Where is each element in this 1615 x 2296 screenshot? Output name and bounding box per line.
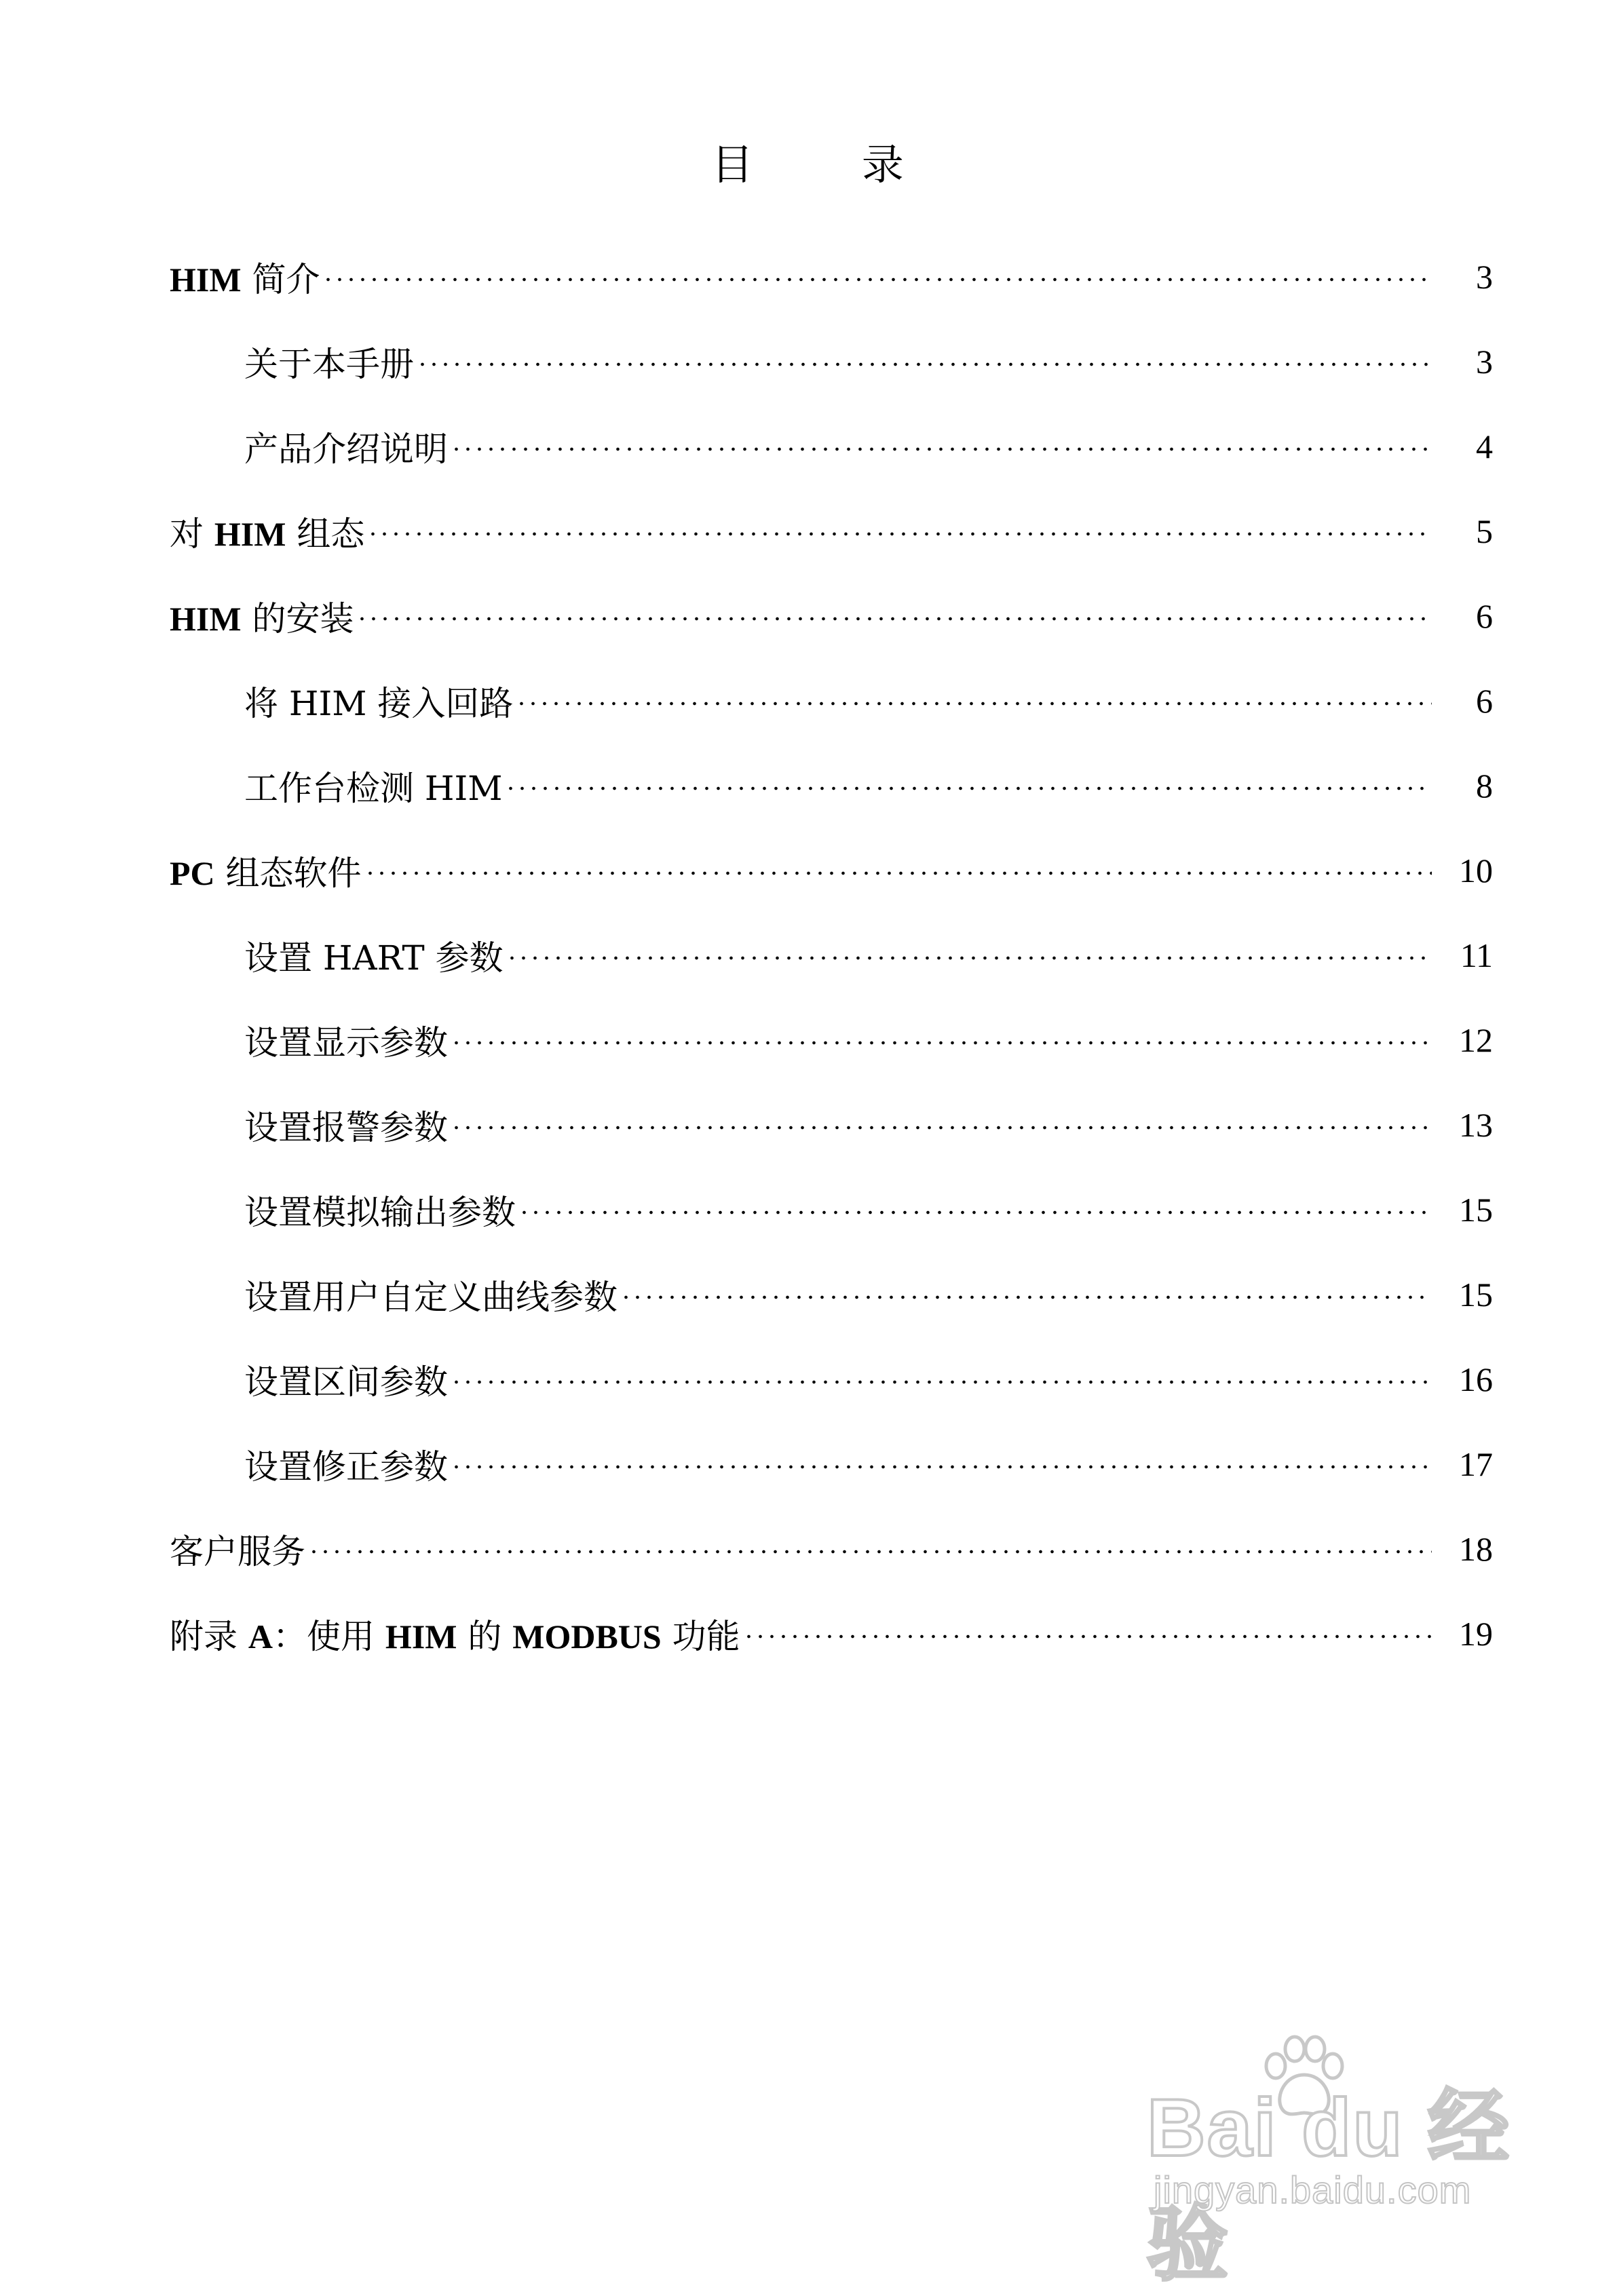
toc-page-number: 10 xyxy=(1459,851,1493,889)
toc-title-part: PC xyxy=(170,854,215,892)
toc-title-part: 设置修正参数 xyxy=(244,1447,448,1487)
toc-title-part: 关于本手册 xyxy=(244,344,414,384)
toc-title-part: 对 xyxy=(170,514,214,554)
toc-title-part: 的 xyxy=(457,1616,513,1656)
toc-title-part: HIM xyxy=(214,514,286,553)
toc-entry-title xyxy=(170,1525,305,1573)
toc-entry-title xyxy=(244,1355,448,1404)
toc-entry[interactable] xyxy=(170,828,1493,913)
toc-dot-leader xyxy=(743,1634,1432,1639)
toc-entry-title xyxy=(244,337,414,386)
toc-dot-leader xyxy=(308,1550,1432,1554)
toc-entry-title xyxy=(170,1609,740,1658)
toc-page-number: 19 xyxy=(1459,1614,1493,1653)
toc-entry[interactable] xyxy=(170,1252,1493,1337)
toc-title-part: 附录 xyxy=(170,1616,248,1656)
toc-entry[interactable] xyxy=(170,404,1493,489)
toc-page-number: 6 xyxy=(1476,681,1493,720)
toc-dot-leader xyxy=(367,532,1432,536)
toc-dot-leader xyxy=(620,1295,1432,1299)
page-title: 目 录 xyxy=(711,140,951,189)
toc-page-number: 3 xyxy=(1476,257,1493,296)
toc-entry[interactable] xyxy=(170,1421,1493,1506)
toc-title-part: 将 HIM 接入回路 xyxy=(244,683,514,723)
table-of-contents xyxy=(170,234,1493,1676)
toc-title-part: HIM xyxy=(385,1617,457,1656)
toc-entry-title xyxy=(170,592,354,640)
toc-entry-title xyxy=(244,761,502,810)
watermark-brand: Bai du 经验 xyxy=(1147,2082,1511,2290)
toc-dot-leader xyxy=(506,956,1432,960)
toc-dot-leader xyxy=(518,1210,1432,1214)
toc-page-number: 18 xyxy=(1459,1529,1493,1568)
toc-title-part: A xyxy=(248,1617,273,1656)
toc-title-part: 产品介绍说明 xyxy=(244,429,448,469)
toc-title-part: MODBUS xyxy=(512,1617,662,1656)
toc-dot-leader xyxy=(451,1465,1432,1469)
toc-dot-leader xyxy=(356,617,1432,621)
toc-entry[interactable] xyxy=(170,1167,1493,1252)
toc-page-number: 17 xyxy=(1459,1444,1493,1483)
toc-dot-leader xyxy=(451,1380,1432,1384)
toc-title-part: ：使用 xyxy=(273,1616,385,1656)
toc-page-number: 13 xyxy=(1459,1105,1493,1144)
toc-page-number: 15 xyxy=(1459,1275,1493,1314)
toc-entry-title xyxy=(170,507,364,556)
toc-title-part: 工作台检测 HIM xyxy=(244,768,503,808)
toc-title-part: 功能 xyxy=(661,1616,740,1656)
toc-title-part: 客户服务 xyxy=(170,1531,305,1571)
toc-title-part: 组态 xyxy=(286,514,365,554)
toc-entry-title xyxy=(244,1270,618,1319)
toc-entry[interactable] xyxy=(170,319,1493,404)
toc-page-number: 15 xyxy=(1459,1190,1493,1229)
toc-entry[interactable] xyxy=(170,573,1493,658)
toc-entry[interactable] xyxy=(170,1591,1493,1676)
toc-page-number: 11 xyxy=(1460,936,1493,974)
toc-entry[interactable] xyxy=(170,658,1493,743)
toc-page-number: 12 xyxy=(1459,1020,1493,1059)
toc-entry[interactable] xyxy=(170,743,1493,828)
toc-page-number: 8 xyxy=(1476,766,1493,805)
toc-entry[interactable] xyxy=(170,1082,1493,1167)
toc-title-part: 设置用户自定义曲线参数 xyxy=(244,1277,618,1317)
toc-dot-leader xyxy=(451,447,1432,451)
toc-dot-leader xyxy=(364,871,1432,875)
toc-title-part: 设置显示参数 xyxy=(244,1022,448,1063)
toc-title-part: 设置 HART 参数 xyxy=(244,938,504,978)
toc-dot-leader xyxy=(322,278,1432,282)
toc-entry-title xyxy=(244,931,504,980)
toc-title-part: 组态软件 xyxy=(214,853,362,893)
toc-title-part: 的安装 xyxy=(241,598,354,638)
toc-entry-title xyxy=(244,1016,448,1065)
toc-entry[interactable] xyxy=(170,1506,1493,1591)
toc-entry[interactable] xyxy=(170,1337,1493,1421)
toc-dot-leader xyxy=(505,786,1432,790)
toc-entry[interactable] xyxy=(170,997,1493,1082)
toc-dot-leader xyxy=(516,702,1432,706)
toc-title-part: 简介 xyxy=(241,259,320,299)
toc-entry-title xyxy=(244,422,448,471)
toc-entry[interactable] xyxy=(170,489,1493,573)
toc-page-number: 16 xyxy=(1459,1360,1493,1398)
toc-entry-title xyxy=(244,1101,448,1149)
toc-entry-title xyxy=(244,676,513,725)
toc-dot-leader xyxy=(451,1126,1432,1130)
toc-title-part: 设置报警参数 xyxy=(244,1107,448,1147)
toc-entry[interactable] xyxy=(170,913,1493,997)
toc-page-number: 4 xyxy=(1476,427,1493,465)
toc-dot-leader xyxy=(451,1041,1432,1045)
toc-entry-title xyxy=(170,252,320,301)
toc-page-number: 5 xyxy=(1476,512,1493,550)
toc-dot-leader xyxy=(417,362,1432,366)
toc-title-part: 设置模拟输出参数 xyxy=(244,1192,516,1232)
toc-entry-title xyxy=(244,1440,448,1489)
toc-title-part: HIM xyxy=(170,599,242,638)
toc-entry[interactable] xyxy=(170,234,1493,319)
toc-entry-title xyxy=(244,1185,516,1234)
toc-title-part: HIM xyxy=(170,260,242,299)
toc-entry-title xyxy=(170,846,362,895)
toc-title-part: 设置区间参数 xyxy=(244,1362,448,1402)
toc-page-number: 6 xyxy=(1476,596,1493,635)
watermark-url: jingyan.baidu.com xyxy=(1154,2168,1472,2211)
toc-page-number: 3 xyxy=(1476,342,1493,381)
baidu-jingyan-watermark xyxy=(1147,2029,1527,2290)
